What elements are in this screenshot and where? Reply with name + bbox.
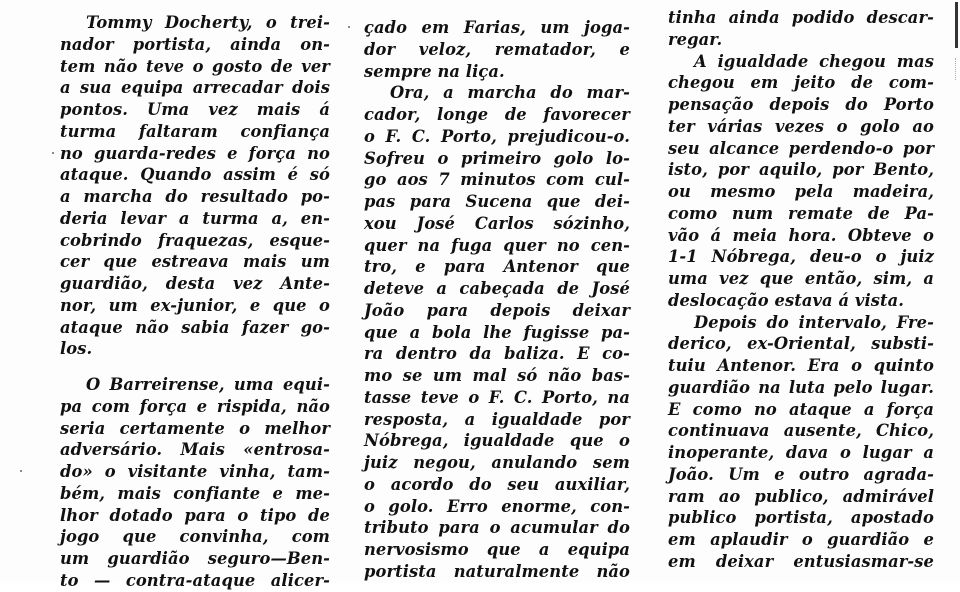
text-line: uma vez que então, sim, a: [668, 269, 934, 288]
text-line: portista naturalmente não: [364, 561, 630, 581]
text-line: to — contra-ataque alicer-: [60, 570, 330, 590]
text-line: guardião na luta pelo lugar.: [668, 377, 934, 397]
text-line: xou José Carlos sózinho,: [364, 213, 630, 233]
text-line: tributo para o acumular do: [364, 518, 630, 538]
text-line: continuava ausente, Chico,: [668, 421, 934, 441]
paragraph-continuation: [364, 17, 630, 82]
text-line: João. Um e outro agrada-: [668, 464, 934, 484]
text-line: cer que estreava mais um: [60, 252, 330, 272]
text-line: vão á meia hora. Obteve o: [668, 225, 934, 245]
text-line: Depois do intervalo, Fre-: [694, 312, 934, 332]
text-line: ataque. Quando assim é só: [60, 165, 330, 185]
paragraph: [668, 51, 934, 312]
text-line: o golo. Erro enorme, con-: [364, 496, 630, 516]
text-line: pensação depois do Porto: [668, 95, 934, 114]
text-line: no guarda-redes e força no: [60, 143, 330, 163]
text-line: ataque não sabia fazer go-: [60, 317, 330, 337]
text-line: go aos 7 minutos com cul-: [364, 170, 630, 190]
text-line: seria certamente o melhor: [60, 418, 330, 438]
text-line: jogo que convinha, com: [60, 527, 330, 547]
paragraph: [60, 374, 330, 592]
text-line: em deixar entusiasmar-se: [668, 551, 934, 571]
text-line: ram ao publico, admirável: [668, 486, 934, 506]
text-line: 1-1 Nóbrega, deu-o o juiz: [668, 247, 934, 267]
text-line: dor veloz, rematador, e: [364, 39, 630, 59]
text-line: ra dentro da baliza. E co-: [364, 344, 630, 364]
text-line: nador portista, ainda on-: [60, 34, 330, 54]
paragraph: [60, 12, 330, 360]
scan-speck: [348, 26, 350, 28]
text-line: cador, longe de favorecer: [364, 105, 630, 124]
article-column-1: [60, 12, 330, 592]
text-line: publico portista, apostado: [668, 508, 934, 528]
text-line: deria levar a turma a, en-: [60, 208, 330, 228]
text-line: o acordo do seu auxiliar,: [364, 474, 630, 494]
text-line: deslocação estava á vista.: [668, 290, 905, 310]
text-line: a marcha do resultado po-: [60, 187, 330, 206]
scan-speck: [20, 470, 22, 472]
text-line: los.: [60, 339, 93, 359]
text-line: derico, ex-Oriental, substi-: [668, 334, 934, 354]
text-line: Sofreu o primeiro golo lo-: [364, 148, 630, 168]
text-line: chegou em jeito de com-: [668, 73, 934, 93]
paragraph-continuation: [668, 7, 934, 51]
text-line: tem não teve o gosto de ver: [60, 56, 330, 76]
text-line: E como no ataque a força: [668, 399, 934, 419]
text-line: tuiu Antenor. Era o quinto: [668, 356, 934, 375]
text-line: nervosismo que a equipa: [364, 540, 630, 559]
text-line: Ora, a marcha do mar-: [390, 83, 630, 103]
text-line: A igualdade chegou mas: [694, 51, 934, 71]
scan-edge-mark: [955, 2, 958, 48]
text-line: pa com força e rispida, não: [60, 396, 330, 416]
text-line: turma faltaram confiança: [60, 121, 330, 141]
text-line: ou mesmo pela madeira,: [668, 182, 934, 201]
text-line: regar.: [668, 29, 723, 49]
text-line: a sua equipa arrecadar dois: [60, 78, 330, 98]
text-line: cobrindo fraquezas, esque-: [60, 230, 330, 250]
text-line: guardião, desta vez Ante-: [60, 274, 330, 293]
text-line: tasse teve o F. C. Porto, na: [364, 387, 630, 407]
scan-edge-dots: [955, 58, 957, 80]
paragraph: [668, 312, 934, 573]
text-line: ter várias vezes o golo ao: [668, 116, 934, 136]
paragraph-gap: [60, 360, 330, 374]
article-column-2: [364, 17, 630, 583]
text-line: do» o visitante vinha, tam-: [60, 462, 330, 481]
text-line: sempre na liça.: [364, 61, 505, 81]
text-line: mo se um mal só não bas-: [364, 366, 630, 385]
text-line: Tommy Docherty, o trei-: [86, 13, 330, 32]
text-line: pas para Sucena que dei-: [364, 192, 630, 211]
text-line: pontos. Uma vez mais á: [60, 100, 330, 119]
scan-speck: [52, 152, 54, 154]
text-line: juiz negou, anulando sem: [364, 453, 630, 472]
text-line: lhor dotado para o tipo de: [60, 505, 330, 525]
text-line: isto, por aquilo, por Bento,: [668, 160, 934, 180]
text-line: tinha ainda podido descar-: [668, 8, 934, 27]
text-line: o F. C. Porto, prejudicou-o.: [364, 126, 630, 146]
text-line: em aplaudir o guardião e: [668, 530, 934, 549]
text-line: que a bola lhe fugisse pa-: [364, 322, 630, 342]
text-line: adversário. Mais «entrosa-: [60, 440, 330, 460]
text-line: O Barreirense, uma equi-: [86, 375, 330, 394]
text-line: bém, mais confiante e me-: [60, 483, 330, 503]
text-line: como num remate de Pa-: [668, 203, 934, 223]
text-line: çado em Farias, um joga-: [364, 18, 630, 37]
article-column-3: [668, 7, 934, 573]
text-line: João para depois deixar: [364, 300, 630, 320]
text-line: nor, um ex-junior, e que o: [60, 295, 330, 315]
text-line: deteve a cabeçada de José: [364, 279, 630, 298]
paragraph: [364, 82, 630, 582]
text-line: tro, e para Antenor que: [364, 257, 630, 277]
text-line: um guardião seguro—Ben-: [60, 549, 330, 568]
text-line: seu alcance perdendo-o por: [668, 138, 934, 158]
text-line: quer na fuga quer no cen-: [364, 235, 630, 255]
text-line: Nóbrega, igualdade que o: [364, 431, 630, 451]
text-line: inoperante, dava o lugar a: [668, 443, 934, 462]
text-line: resposta, a igualdade por: [364, 409, 630, 429]
